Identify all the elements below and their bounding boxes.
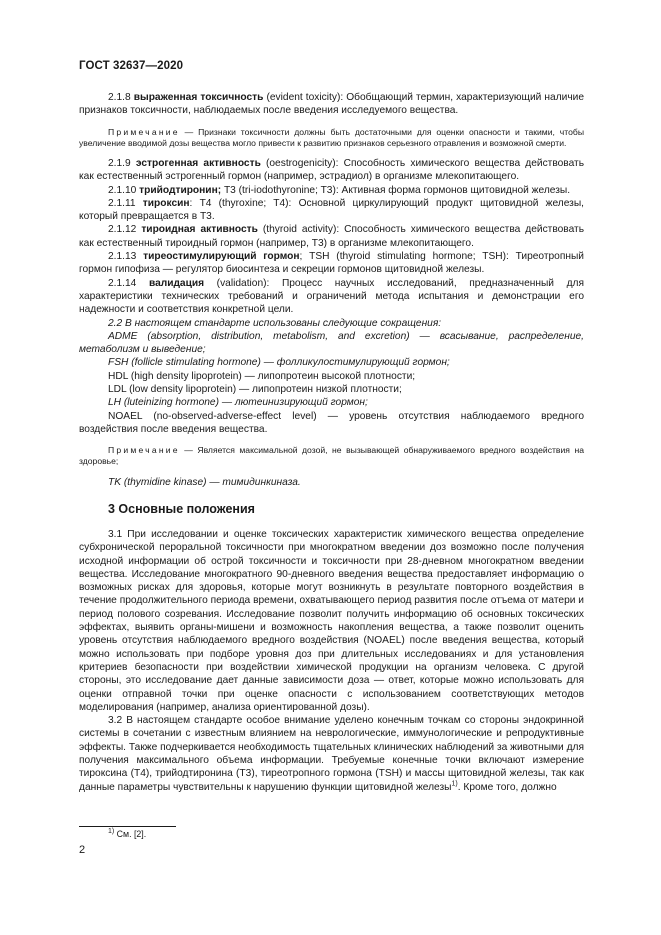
note-label: Примечание — [108, 445, 180, 456]
page-number: 2 — [79, 844, 86, 856]
term: эстрогенная активность — [135, 158, 261, 169]
term: выраженная токсичность — [133, 92, 264, 103]
paragraph-3-1: 3.1 При исследовании и оценке токсических характеристик химического вещества определение субхронической пероральной токсичности при многократном введении доз возможно после получения исходной информации об острой токсичности и токсичности при 28-дневном многократном введении вещества. Исследование многократного 90-дневного введения вещества предоставляет информацию о возможных рисках для здоровья, которые могут возникнуть в результате повторного воздействия в течение продолжительного периода времени, охватывающего период развития после отъема от матери и период полового созревания. Исследование позволит получить информацию об основных токсических эффектах, выявить органы-мишени и возможность накопления вещества, а также позволит оценить уровень отсутствия наблюдаемого вредного воздействия (NOAEL) после введения вещества, который можно использовать при подборе уровня доз при длительных исследованиях и для установления критериев безопасности при воздействии химической продукции на организм человека. С другой стороны, это исследование дает данные зависимости доза — ответ, которые можно использовать для оценки отправной точки при оценке опасности с использованием соответствующих методов моделирования (например, анализа ориентированной дозы). — [79, 528, 584, 713]
definition-2-1-12: 2.1.12 тироидная активность (thyroid activity): Способность химического вещества действовать как естественный тироидный гормон (например, T3) в организме млекопитающего. — [79, 224, 585, 249]
definition-2-1-9: 2.1.9 эстрогенная активность (oestrogenicity): Способность химического вещества действовать как естественный эстрогенный гормон (например, эстрадиол) в организме млекопитающего. — [79, 158, 585, 183]
definition-2-1-14: 2.1.14 валидация (validation): Процесс научных исследований, предназначенный для характеристики технических требований и ограничений метода испытания и демонстрации его надежности и соответствия конкретной цели. — [79, 277, 585, 316]
definition-2-1-13: 2.1.13 тиреостимулирующий гормон; TSH (thyroid stimulating hormone; TSH): Тиреотропный гормон гипофиза — регулятор биосинтеза и секреции гормонов щитовидной железы. — [79, 251, 585, 276]
term: тиреостимулирующий гормон — [143, 251, 300, 263]
term: трийодтиронин; — [139, 184, 222, 196]
note-1: Примечание — Признаки токсичности должны быть достаточными для оценки опасности и такими, чтобы увеличение вводимой дозы вещества могло привести к развитию признаков серьезного отравления и возможной смерти. — [79, 126, 584, 148]
definition-2-1-10: 2.1.10 трийодтиронин; T3 (tri-iodothyronine; T3): Активная форма гормонов щитовидной железы. — [108, 184, 571, 196]
abbreviations-intro: 2.2 В настоящем стандарте использованы следующие сокращения: — [108, 317, 442, 329]
footnote-ref[interactable]: 1) — [451, 780, 458, 788]
definition-2-1-8: 2.1.8 выраженная токсичность (evident toxicity): Обобщающий термин, характеризующий наличие признаков токсичности, наблюдаемых после введения исследуемого вещества. — [79, 92, 584, 117]
section-3-title: 3 Основные положения — [108, 501, 255, 516]
abbr-hdl: HDL (high density lipoprotein) — липопротеин высокой плотности; — [108, 370, 416, 382]
definition-2-1-11: 2.1.11 тироксин: T4 (thyroxine; T4): Основной циркулирующий продукт щитовидной железы, который превращается в T3. — [79, 197, 584, 223]
note-2: Примечание — Является максимальной дозой, не вызывающей обнаруживаемого вредного воздействия на здоровье; — [79, 445, 584, 467]
abbr-tk: TK (thymidine kinase) — тимидинкиназа. — [108, 476, 301, 488]
abbr-ldl: LDL (low density lipoprotein) — липопротеин низкой плотности; — [108, 384, 402, 396]
paragraph-3-2: 3.2 В настоящем стандарте особое внимание уделено конечным точкам со стороны эндокринной системы в сочетании с известным влиянием на неврологические, иммунологические и репродуктивные эффекты. Также подчеркивается необходимость тщательных клинических наблюдений за животными для получения максимального объема информации. Требуемые конечные точки включают измерение тироксина (T4), трийодтиронина (T3), тиреотропного гормона (TSH) и массы щитовидной железы, так как данные параметры чувствительны к нарушению функции щитовидной железы$^{1)}$. Кроме того, должно — [79, 715, 584, 793]
abbr-noael: NOAEL (no-observed-adverse-effect level) — уровень отсутствия наблюдаемого вредного воздействия после введения вещества. — [79, 410, 584, 435]
abbr-fsh: FSH (follicle stimulating hormone) — фолликулостимулирующий гормон; — [108, 357, 450, 369]
abbr-adme: ADME (absorption, distribution, metabolism, and excretion) — всасывание, распределение, метаболизм и выведение; — [79, 330, 584, 356]
note-label: Примечание — [108, 126, 180, 137]
page-content — [79, 91, 584, 794]
term: тироксин — [142, 197, 190, 209]
term: тироидная активность — [141, 224, 258, 236]
term: валидация — [148, 277, 205, 289]
page-header: ГОСТ 32637—2020 — [79, 60, 184, 72]
footnote: $^{1)}$ См. [2]. — [108, 828, 147, 839]
abbr-lh: LH (luteinizing hormone) — лютеинизирующий гормон; — [108, 397, 368, 409]
footnote-mark: 1) — [108, 828, 115, 836]
footnote-divider — [79, 826, 176, 827]
